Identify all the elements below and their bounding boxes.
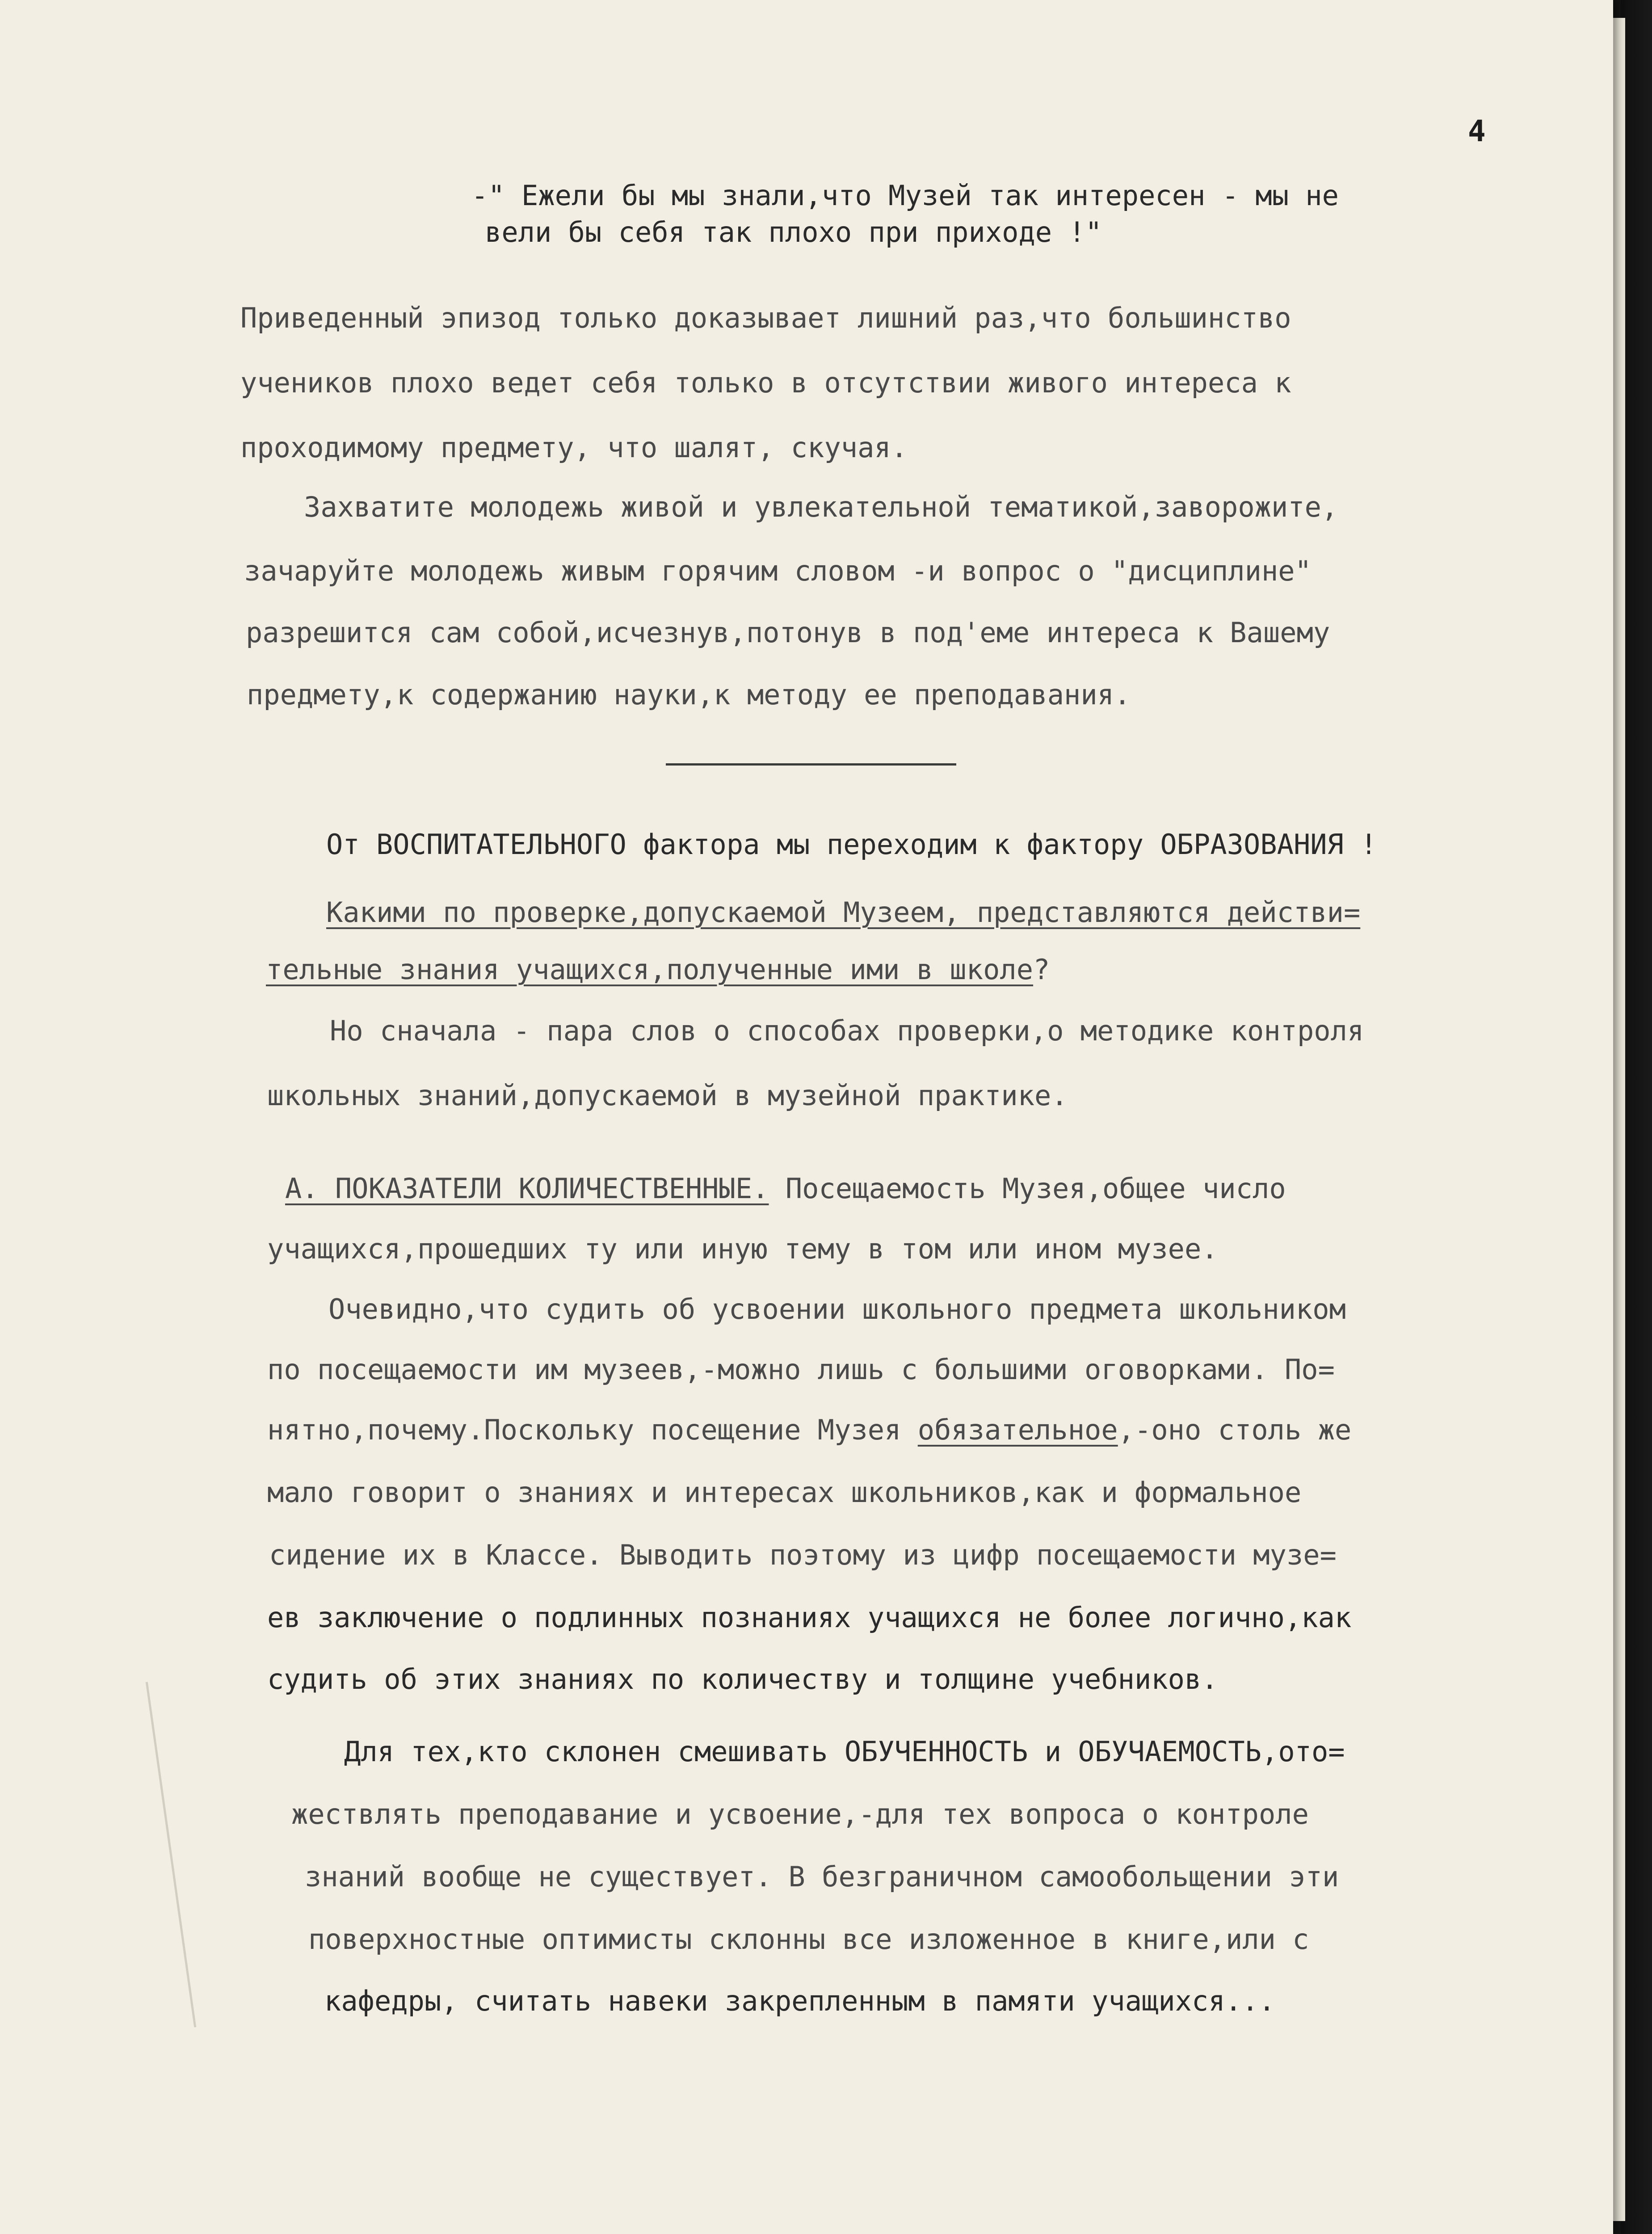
text-line: знаний вообще не существует. В безграничном самообольщении эти	[305, 1860, 1339, 1893]
text-line: разрешится сам собой,исчезнув,потонув в под'еме интереса к Вашему	[246, 616, 1330, 649]
page-number: 4	[1468, 114, 1486, 148]
scanner-edge	[1621, 0, 1652, 2234]
text-line	[266, 952, 1050, 988]
underlined-word: обязательное	[917, 1414, 1118, 1446]
text-line: Очевидно,что судить об усвоении школьного предмета школьником	[328, 1293, 1346, 1325]
text-line: сидение их в Классе. Выводить поэтому из цифр посещаемости музе=	[269, 1539, 1337, 1571]
text-line	[285, 1171, 1286, 1207]
text-line: -" Ежели бы мы знали,что Музей так интересен - мы не	[471, 179, 1339, 212]
text-line: ев заключение о подлинных познаниях учащихся не более логично,как	[267, 1601, 1352, 1634]
text-line: школьных знаний,допускаемой в музейной практике.	[267, 1079, 1068, 1112]
text-line: Какими по проверке,допускаемой Музеем, представляются действи=	[326, 896, 1361, 929]
text-line: кафедры, считать навеки закрепленным в памяти учащихся...	[324, 1985, 1275, 2017]
underlined-text: тельные знания учащихся,полученные ими в школе	[266, 953, 1034, 986]
text-line: Для тех,кто склонен смешивать ОБУЧЕННОСТЬ и ОБУЧАЕМОСТЬ,ото=	[344, 1735, 1345, 1768]
text-line: зачаруйте молодежь живым горячим словом -и вопрос о "дисциплине"	[244, 555, 1312, 587]
text-line: мало говорит о знаниях и интересах школьников,как и формальное	[267, 1476, 1302, 1509]
text-segment: нятно,почему.Поскольку посещение Музея	[267, 1414, 918, 1446]
text-line: Приведенный эпизод только доказывает лишний раз,что большинство	[240, 302, 1291, 334]
section-heading: А. ПОКАЗАТЕЛИ КОЛИЧЕСТВЕННЫЕ.	[285, 1172, 769, 1205]
text-line: учащихся,прошедших ту или иную тему в том или ином музее.	[267, 1233, 1218, 1265]
question-mark: ?	[1033, 953, 1050, 986]
text-line	[267, 1412, 1351, 1448]
section-text: Посещаемость Музея,общее число	[769, 1172, 1286, 1205]
text-line: по посещаемости им музеев,-можно лишь с большими оговорками. По=	[267, 1353, 1335, 1386]
text-line: поверхностные оптимисты склонны все изложенное в книге,или с	[308, 1923, 1309, 1956]
text-line: судить об этих знаниях по количеству и толщине учебников.	[267, 1663, 1218, 1695]
text-line: предмету,к содержанию науки,к методу ее преподавания.	[247, 678, 1131, 711]
paper-crease	[146, 1682, 197, 2027]
text-line: От ВОСПИТАТЕЛЬНОГО фактора мы переходим к фактору ОБРАЗОВАНИЯ !	[326, 828, 1377, 861]
text-line: учеников плохо ведет себя только в отсутствии живого интереса к	[240, 366, 1291, 399]
section-divider	[666, 763, 956, 766]
text-line: проходимому предмету, что шалят, скучая.	[240, 431, 908, 464]
text-line: вели бы себя так плохо при приходе !"	[485, 216, 1102, 248]
text-line: жествлять преподавание и усвоение,-для тех вопроса о контроле	[291, 1798, 1309, 1830]
text-line: Захватите молодежь живой и увлекательной тематикой,заворожите,	[304, 491, 1338, 523]
text-segment: ,-оно столь же	[1118, 1414, 1352, 1446]
text-line: Но сначала - пара слов о способах проверки,о методике контроля	[330, 1014, 1364, 1047]
